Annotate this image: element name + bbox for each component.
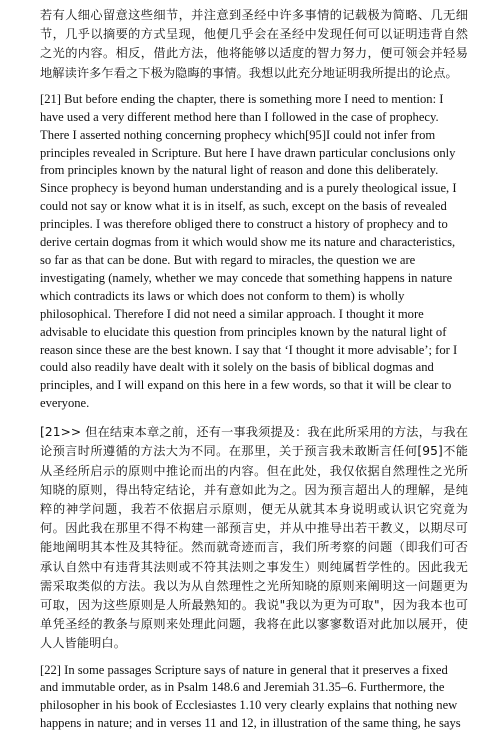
paragraph-zh-continuation: 若有人细心留意这些细节，并注意到圣经中许多事情的记载极为简略、几无细节，几乎以摘要的方式呈现，他便几乎会在圣经中发现任何可以证明违背自然之光的内容。相反，借此方法，他将能够以适度的智力努力，便可领会并轻易地解读许多乍看之下极为隐晦的事情。我想以此充分地证明我所提出的论点。 [40,8,468,80]
paragraph-gap [40,654,468,662]
paragraph-gap [40,413,468,423]
paragraph-zh-21: [21>> 但在结束本章之前，还有一事我须提及：我在此所采用的方法，与我在论预言时所遵循的方法大为不同。在那里，关于预言我未敢断言任何[95]不能从圣经所启示的原则中推论而出的内容。但在此处，我仅依据自然理性之光所知晓的原则，得出特定结论，并有意如此为之。因为预言超出人的理解，是纯粹的神学问题，我若不依据启示原则，便无从就其本身说明或认识它究竟为何。因此我在那里不得不构建一部预言史，并从中推导出若干教义，以期尽可能地阐明其本性及其特征。然而就奇迹而言，我们所考察的问题（即我们可否承认自然中有违背其法则或不符其法则之事发生）则纯属哲学性的。因此我无需采取类似的方法。我以为从自然理性之光所知晓的原则来阐明这一问题更为可取，因为这些原则是人所最熟知的。我说"我以为更为可取"，因为我本也可单凭圣经的教条与原则来处理此问题，我将在此以寥寥数语对此加以展开，使人人皆能明白。 [40,425,468,651]
document-page [40,6,468,733]
paragraph-en-21: [21] But before ending the chapter, there is something more I need to mention: I have used a very different method here than I followed in the case of prophecy. There I asserted nothing concerning prophecy which[95]I could not infer from principles revealed in Scripture. But here I have drawn particular conclusions only from principles known by the natural light of reason and done this deliberately. Since prophecy is beyond human understanding and is a purely theological issue, I could not say or know what it is in itself, as such, except on the basis of revealed principles. I was therefore obliged there to construct a history of prophecy and to derive certain dogmas from it which would show me its nature and characteristics, so far as that can be done. But with regard to miracles, the question we are investigating (namely, whether we may concede that something happens in nature which contradicts its laws or which does not conform to them) is wholly philosophical. Therefore I did not need a similar approach. I thought it more advisable to elucidate this question from principles known by the natural light of reason since these are the best known. I say that ‘I thought it more advisable’; for I could also readily have dealt with it solely on the basis of biblical dogmas and principles, and I will expand on this here in a few words, so that it will be clear to everyone. [40,91,458,411]
paragraph-en-22: [22] In some passages Scripture says of nature in general that it preserves a fixed and immutable order, as in Psalm 148.6 and Jeremiah 31.35–6. Furthermore, the philosopher in his book of Ecclesiastes 1.10 very clearly explains that nothing new happens in nature; and in verses 11 and 12, in illustration of the same thing, he says [40,662,461,731]
paragraph-gap [40,83,468,91]
